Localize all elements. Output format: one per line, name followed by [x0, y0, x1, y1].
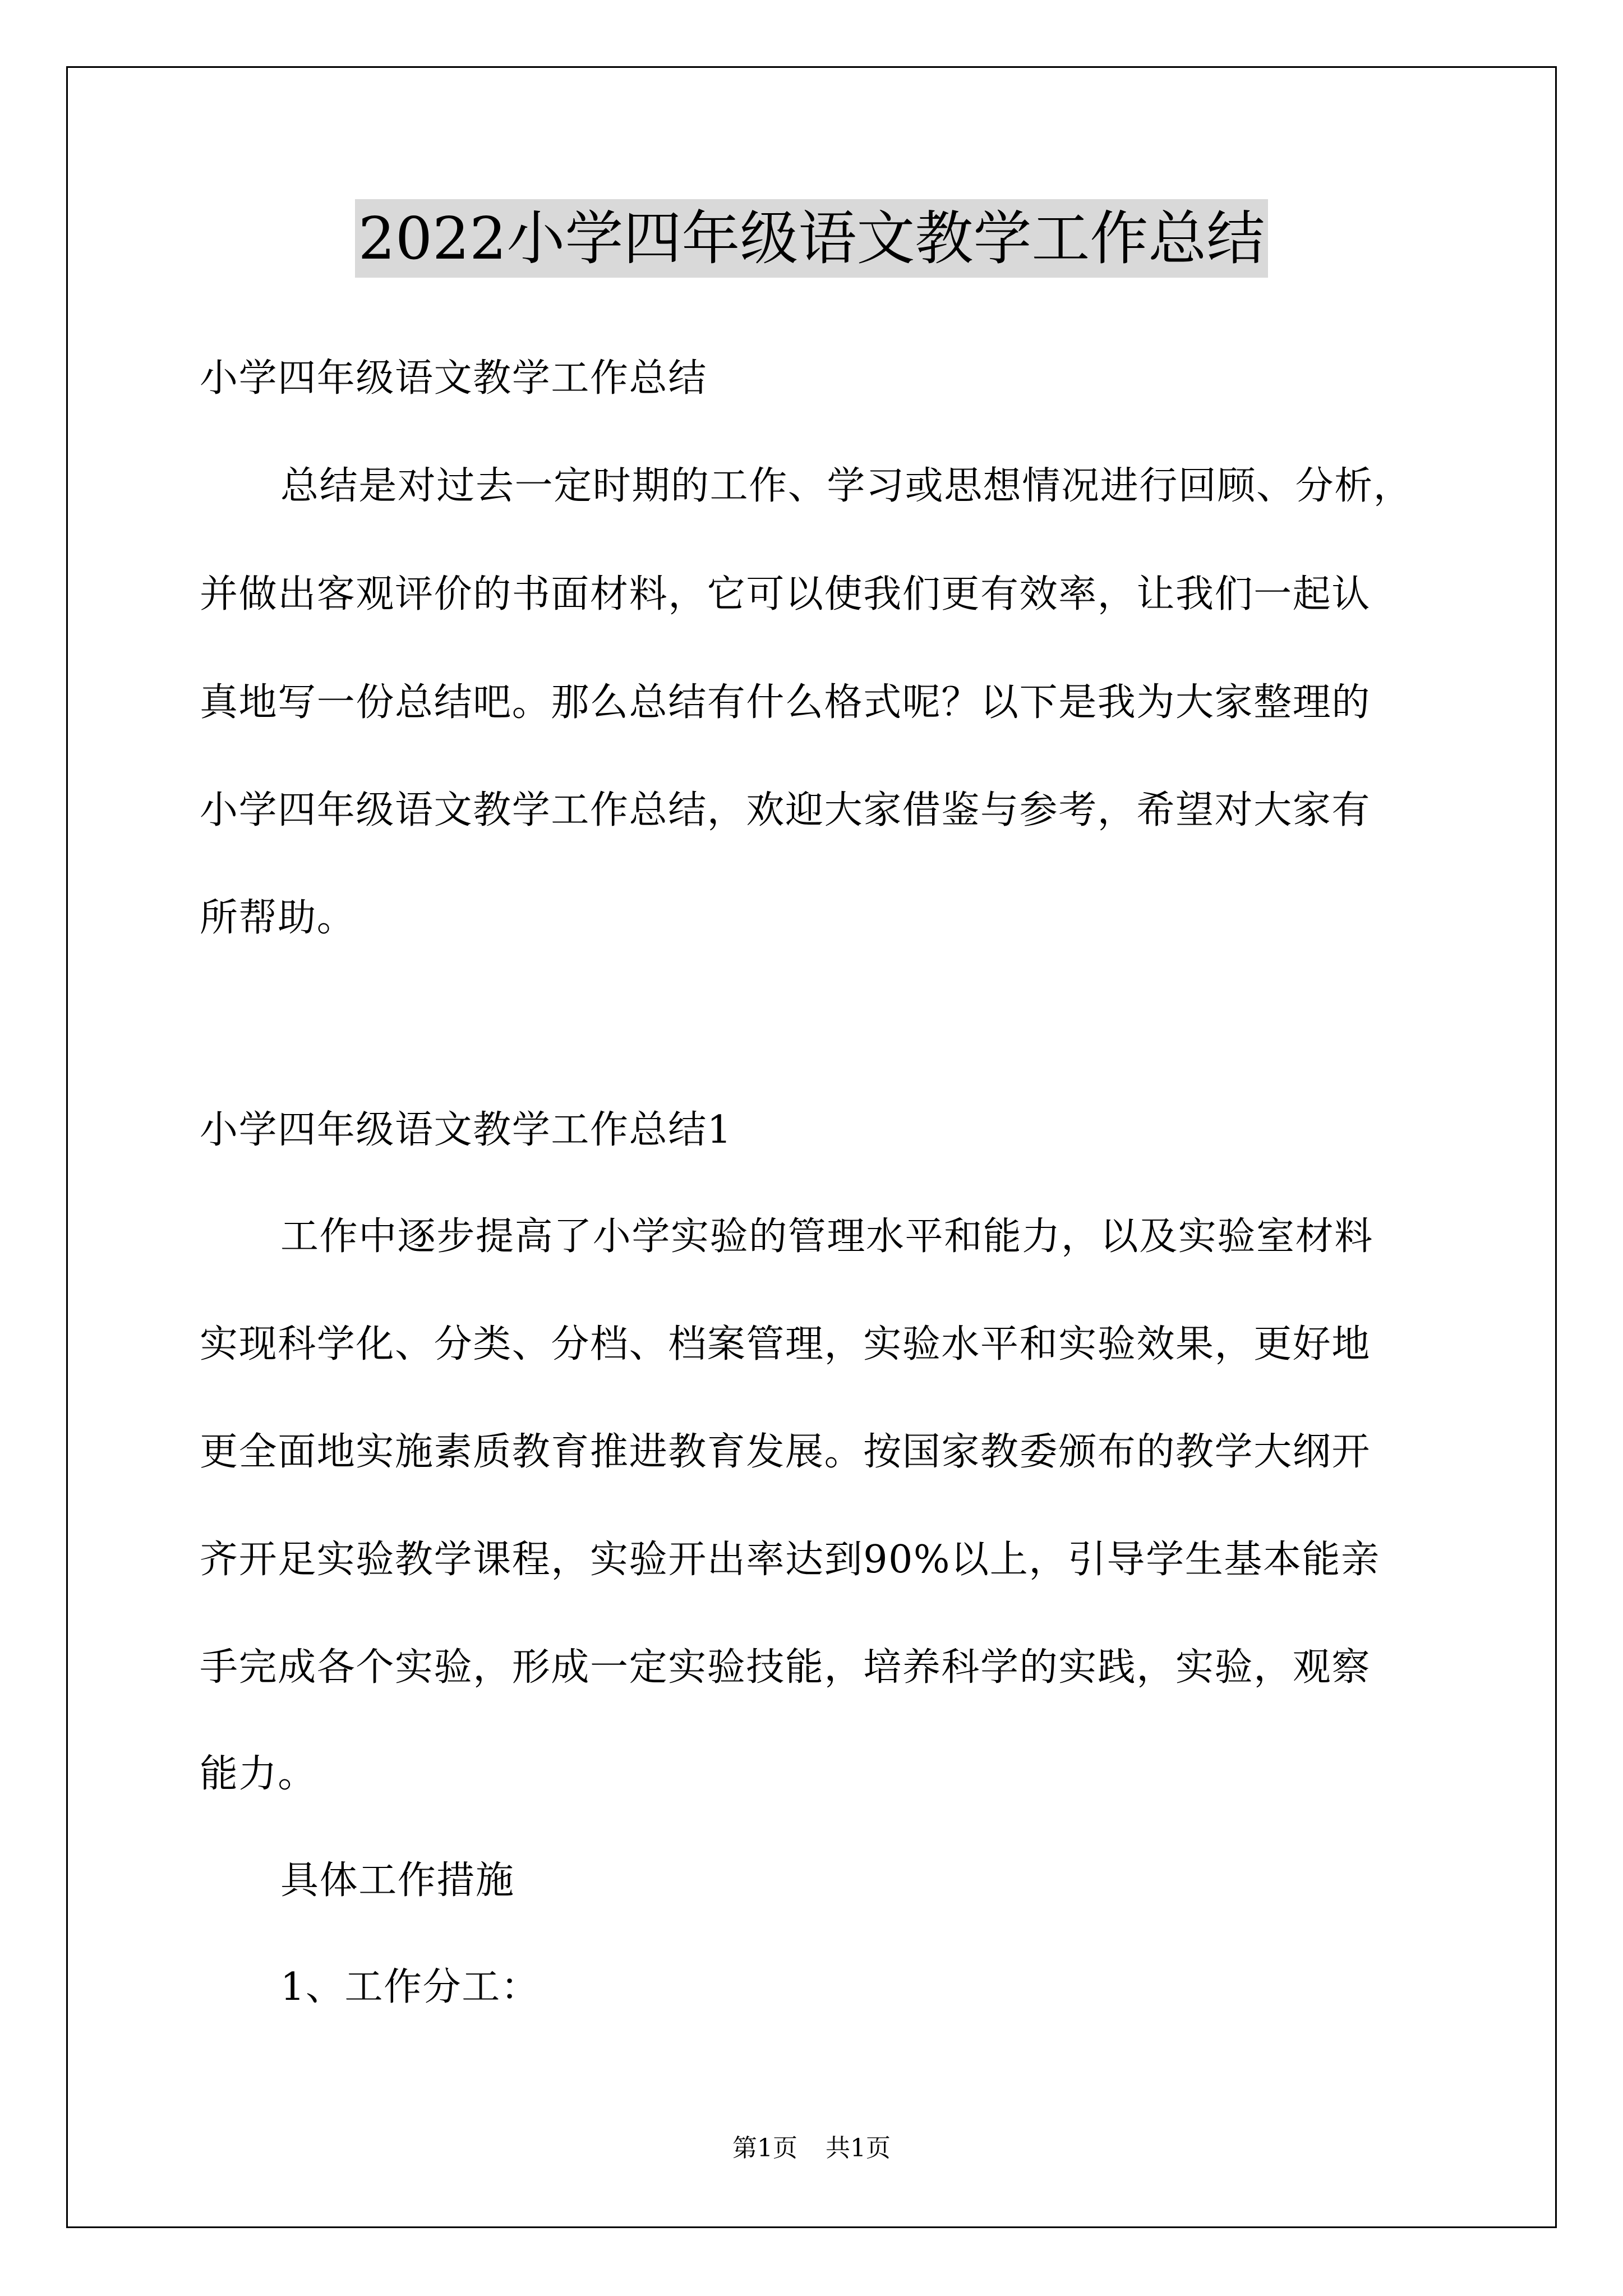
- section-line-1: 工作中逐步提高了小学实验的管理水平和能力，以及实验室材料: [280, 1214, 1373, 1259]
- intro-line-5: 所帮助。: [200, 896, 356, 940]
- measures-heading: 具体工作措施: [280, 1858, 515, 1903]
- section-line-3: 更全面地实施素质教育推进教育发展。按国家教委颁布的教学大纲开: [200, 1430, 1371, 1474]
- page-number-current: 第1页: [732, 2134, 797, 2162]
- intro-line-3: 真地写一份总结吧。那么总结有什么格式呢？以下是我为大家整理的: [200, 680, 1371, 725]
- section-line-2: 实现科学化、分类、分档、档案管理，实验水平和实验效果，更好地: [200, 1322, 1371, 1366]
- document-subtitle: 小学四年级语文教学工作总结: [200, 356, 707, 401]
- page-footer: [0, 2132, 1623, 2165]
- intro-line-2: 并做出客观评价的书面材料，它可以使我们更有效率，让我们一起认: [200, 572, 1371, 616]
- section-line-6: 能力。: [200, 1752, 317, 1796]
- list-item-1: 1、工作分工：: [280, 1965, 540, 2009]
- section-line-5: 手完成各个实验，形成一定实验技能，培养科学的实践，实验，观察: [200, 1645, 1371, 1690]
- section-heading: 小学四年级语文教学工作总结1: [200, 1108, 732, 1152]
- title-container: [0, 199, 1623, 278]
- section-line-4: 齐开足实验教学课程，实验开出率达到90%以上，引导学生基本能亲: [200, 1538, 1380, 1582]
- intro-line-1: 总结是对过去一定时期的工作、学习或思想情况进行回顾、分析，: [280, 464, 1413, 508]
- document-title: 2022小学四年级语文教学工作总结: [355, 199, 1269, 278]
- intro-line-4: 小学四年级语文教学工作总结，欢迎大家借鉴与参考，希望对大家有: [200, 788, 1371, 832]
- page-number-total: 共1页: [826, 2134, 891, 2162]
